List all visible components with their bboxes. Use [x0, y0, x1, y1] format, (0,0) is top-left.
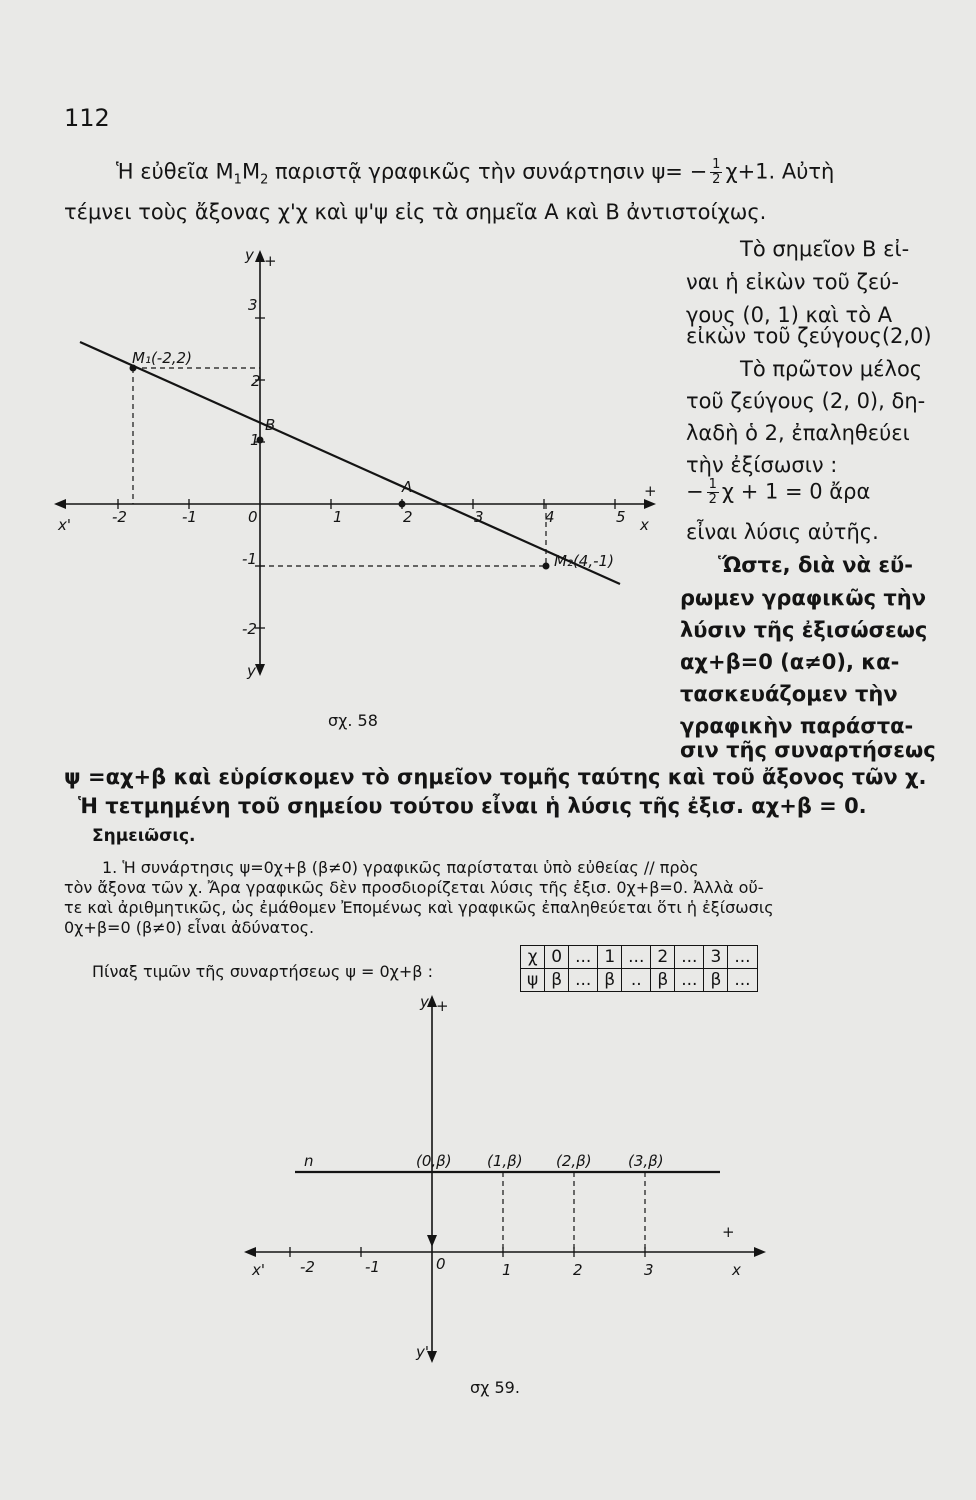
eq-rest: χ + 1 = 0 ἄρα: [721, 479, 871, 504]
table-cell: 2: [651, 946, 675, 969]
x-axis-left-arrow: [244, 1247, 256, 1257]
right-line-10: εἶναι λύσις αὐτῆς.: [686, 520, 879, 544]
table-cell: ..: [622, 969, 651, 992]
xt-1: 1: [333, 508, 343, 526]
yt-neg1: -1: [242, 550, 257, 568]
intro-line-2: τέμνει τοὺς ἄξονας χ'χ καὶ ψ'ψ εἰς τὰ σημεῖα Α καὶ Β ἀντιστοίχως.: [64, 200, 767, 224]
right-line-8: τὴν ἐξίσωσιν :: [686, 453, 838, 477]
right-line-16: γραφικὴν παράστα-: [680, 714, 914, 738]
yt-3: 3: [248, 296, 258, 314]
xt-3: 3: [474, 508, 484, 526]
xt-neg2: -2: [112, 508, 127, 526]
right-line-3: γους (0, 1) καὶ τὸ Α: [686, 303, 893, 327]
note-line-2: τὸν ἄξονα τῶν χ. Ἄρα γραφικῶς δὲν προσδιορίζεται λύσις τῆς ἐξισ. 0χ+β=0. Ἀλλὰ οὔ-: [64, 878, 764, 897]
pt-2-label: (2,β): [556, 1152, 592, 1170]
right-line-6: τοῦ ζεύγους (2, 0), δη-: [686, 389, 926, 413]
table-cell: ...: [675, 946, 704, 969]
page-number: 112: [64, 104, 110, 132]
xt-2: 2: [403, 508, 413, 526]
intro-text-c: παριστᾷ γραφικῶς τὴν συνάρτησιν ψ= −: [268, 159, 708, 184]
table-cell: 0: [545, 946, 569, 969]
right-line-2: ναι ἡ εἰκὼν τοῦ ζεύ-: [686, 270, 899, 294]
right-line-5: Τὸ πρῶτον μέλος: [740, 357, 923, 381]
fraction-one-half: [710, 158, 722, 187]
table-cell: β: [651, 969, 675, 992]
y-plus-label: +: [436, 997, 449, 1015]
right-line-7: λαδὴ ὁ 2, ἐπαληθεύει: [686, 421, 910, 445]
xt-5: 5: [616, 508, 626, 526]
pt-0-label: (0,β): [416, 1152, 452, 1170]
right-line-13: λύσιν τῆς ἐξισώσεως: [680, 618, 928, 642]
right-line-1: Τὸ σημεῖον Β εἰ-: [740, 237, 910, 261]
note-line-4: 0χ+β=0 (β≠0) εἶναι ἀδύνατος.: [64, 918, 315, 937]
intro-line-1: [116, 158, 834, 188]
intro-text-a: Ἡ εὐθεῖα M: [116, 159, 234, 184]
x-prime-label: x': [58, 516, 72, 534]
beta-arrow-head: [427, 1235, 437, 1247]
yt-neg2: -2: [242, 620, 257, 638]
xt-neg1: -1: [365, 1258, 380, 1276]
right-line-4: εἰκὼν τοῦ ζεύγους(2,0): [686, 324, 932, 348]
y-prime-label: y': [247, 662, 261, 680]
m2-label: M₂(4,-1): [554, 552, 614, 570]
yt-2: 2: [251, 372, 261, 390]
m1-label: M₁(-2,2): [132, 349, 192, 367]
y-prime-label: y': [416, 1343, 430, 1361]
xt-0: 0: [248, 508, 258, 526]
note-line-3: τε καὶ ἀριθμητικῶς, ὡς ἐμάθομεν Ἐπομένως καὶ γραφικῶς ἐπαληθεύεται ὅτι ἡ ἐξίσωσις: [64, 898, 774, 917]
figure-58: [50, 240, 670, 740]
conclusion-line-1: ψ =αχ+β καὶ εὑρίσκομεν τὸ σημεῖον τομῆς ταύτης καὶ τοῦ ἄξονος τῶν χ.: [64, 765, 927, 789]
line-m1-m2: [80, 342, 620, 584]
xt-4: 4: [545, 508, 555, 526]
x-label: x: [640, 516, 649, 534]
right-line-12: ρωμεν γραφικῶς τὴν: [680, 586, 927, 610]
table-cell: ...: [569, 969, 598, 992]
point-m2: [543, 563, 550, 570]
y-label: y: [420, 993, 429, 1011]
values-table-label: Πίναξ τιμῶν τῆς συναρτήσεως ψ = 0χ+β :: [92, 962, 433, 981]
eq-fraction-den: 2: [708, 492, 717, 507]
y-tick-labels: [242, 296, 261, 638]
eq-minus: −: [686, 479, 704, 504]
table-cell: ...: [569, 946, 598, 969]
beta-guides: [503, 1172, 645, 1252]
table-cell: 3: [704, 946, 728, 969]
table-cell: ...: [622, 946, 651, 969]
table-row: [521, 946, 758, 969]
conclusion-line-2: Ἡ τετμημένη τοῦ σημείου τούτου εἶναι ἡ λύσις τῆς ἐξισ. αχ+β = 0.: [78, 794, 867, 818]
a-label: A: [402, 478, 413, 496]
figure-59: [240, 985, 780, 1405]
fraction-denominator: 2: [712, 172, 721, 187]
xt-neg2: -2: [300, 1258, 315, 1276]
eq-fraction-num: 1: [708, 477, 717, 492]
figure-58-caption: σχ. 58: [328, 711, 378, 730]
notes-heading: Σημειῶσις.: [92, 826, 196, 846]
xt-neg1: -1: [182, 508, 197, 526]
x-axis-right-arrow: [754, 1247, 766, 1257]
figure-59-caption: σχ 59.: [470, 1378, 520, 1397]
x-axis-left-arrow: [54, 499, 66, 509]
table-cell: χ: [521, 946, 545, 969]
y-plus-label: +: [264, 252, 277, 270]
x-plus-label: +: [644, 482, 657, 500]
point-a: [399, 501, 406, 508]
intro-sub-2: 2: [260, 172, 269, 188]
yt-1: 1: [250, 431, 260, 449]
eq-fraction: [707, 478, 719, 507]
intro-sub-1: 1: [233, 172, 242, 188]
xt-2: 2: [573, 1261, 583, 1279]
y-label: y: [245, 246, 254, 264]
intro-text-d: χ+1. Αὐτὴ: [725, 159, 835, 184]
right-line-17: σιν τῆς συναρτήσεως: [680, 738, 936, 762]
fraction-numerator: 1: [712, 157, 721, 172]
xt-0: 0: [436, 1255, 446, 1273]
x-tick-labels: [300, 1255, 654, 1279]
right-line-15: τασκευάζομεν τὴν: [680, 682, 898, 706]
table-cell: 1: [598, 946, 622, 969]
intro-text-b: M: [241, 159, 261, 184]
xt-3: 3: [644, 1261, 654, 1279]
table-cell: ψ: [521, 969, 545, 992]
table-cell: β: [598, 969, 622, 992]
table-cell: ...: [728, 946, 757, 969]
right-line-11: Ὥστε, διὰ νὰ εὔ-: [718, 553, 913, 577]
x-label: x: [732, 1261, 741, 1279]
guide-lines: [133, 368, 546, 566]
xt-1: 1: [502, 1261, 512, 1279]
table-cell: ...: [728, 969, 757, 992]
table-cell: β: [704, 969, 728, 992]
right-equation: [686, 478, 870, 507]
table-cell: β: [545, 969, 569, 992]
x-prime-label: x': [252, 1261, 266, 1279]
pt-3-label: (3,β): [628, 1152, 664, 1170]
x-axis-right-arrow: [644, 499, 656, 509]
b-label: B: [265, 416, 276, 434]
x-plus-label: +: [722, 1223, 735, 1241]
pt-1-label: (1,β): [487, 1152, 523, 1170]
note-line-1: 1. Ἡ συνάρτησις ψ=0χ+β (β≠0) γραφικῶς παρίσταται ὑπὸ εὐθείας // πρὸς: [102, 858, 699, 877]
n-label: n: [304, 1152, 314, 1170]
table-cell: ...: [675, 969, 704, 992]
x-tick-labels: [112, 508, 626, 526]
right-line-14: αχ+β=0 (α≠0), κα-: [680, 650, 900, 674]
